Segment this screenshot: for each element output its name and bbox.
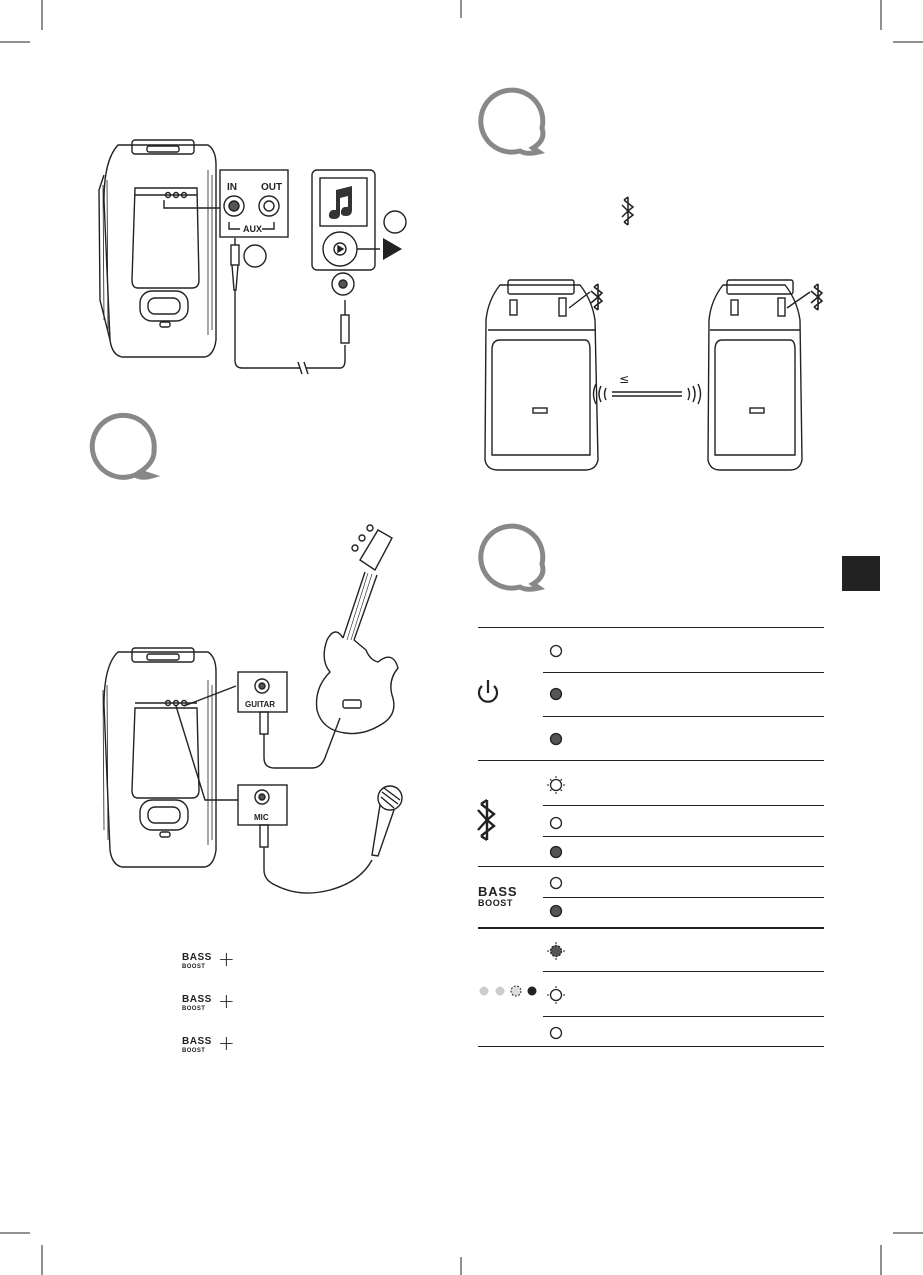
led-off <box>551 1028 562 1039</box>
led-solid <box>551 689 562 700</box>
bass-boost-icon <box>478 885 517 908</box>
bass-boost-line2: BOOST <box>182 1048 206 1054</box>
bass-boost-line1: BASS <box>182 1036 212 1047</box>
bass-boost-line1: BASS <box>478 884 518 899</box>
led-off <box>551 646 562 657</box>
power-icon <box>479 680 497 702</box>
chapter-tab <box>842 556 880 591</box>
plus-icon: + <box>218 989 235 1013</box>
led-solid <box>551 847 562 858</box>
bluetooth-icon <box>478 800 494 840</box>
distance-symbol: ≤ <box>619 372 630 386</box>
led-solid <box>551 734 562 745</box>
led-off <box>551 818 562 829</box>
led-flashing <box>551 990 562 1001</box>
plus-icon: + <box>218 947 235 971</box>
plus-icon: + <box>218 1031 235 1055</box>
led-flashing <box>551 780 562 791</box>
mic-jack-label: MIC <box>254 813 269 822</box>
led-solid <box>551 906 562 917</box>
bass-boost-line2: BOOST <box>182 964 206 970</box>
guitar-jack-label: GUITAR <box>245 700 276 709</box>
bass-boost-line2: BOOST <box>478 898 514 908</box>
bass-boost-line1: BASS <box>182 994 212 1005</box>
led-solid-flashing <box>551 946 562 957</box>
bass-boost-line1: BASS <box>182 952 212 963</box>
aux-in-label: IN <box>227 182 237 193</box>
aux-label: AUX <box>243 224 263 234</box>
led-off <box>551 878 562 889</box>
bass-boost-line2: BOOST <box>182 1006 206 1012</box>
battery-leds-icon <box>480 986 537 996</box>
aux-out-label: OUT <box>261 182 283 193</box>
